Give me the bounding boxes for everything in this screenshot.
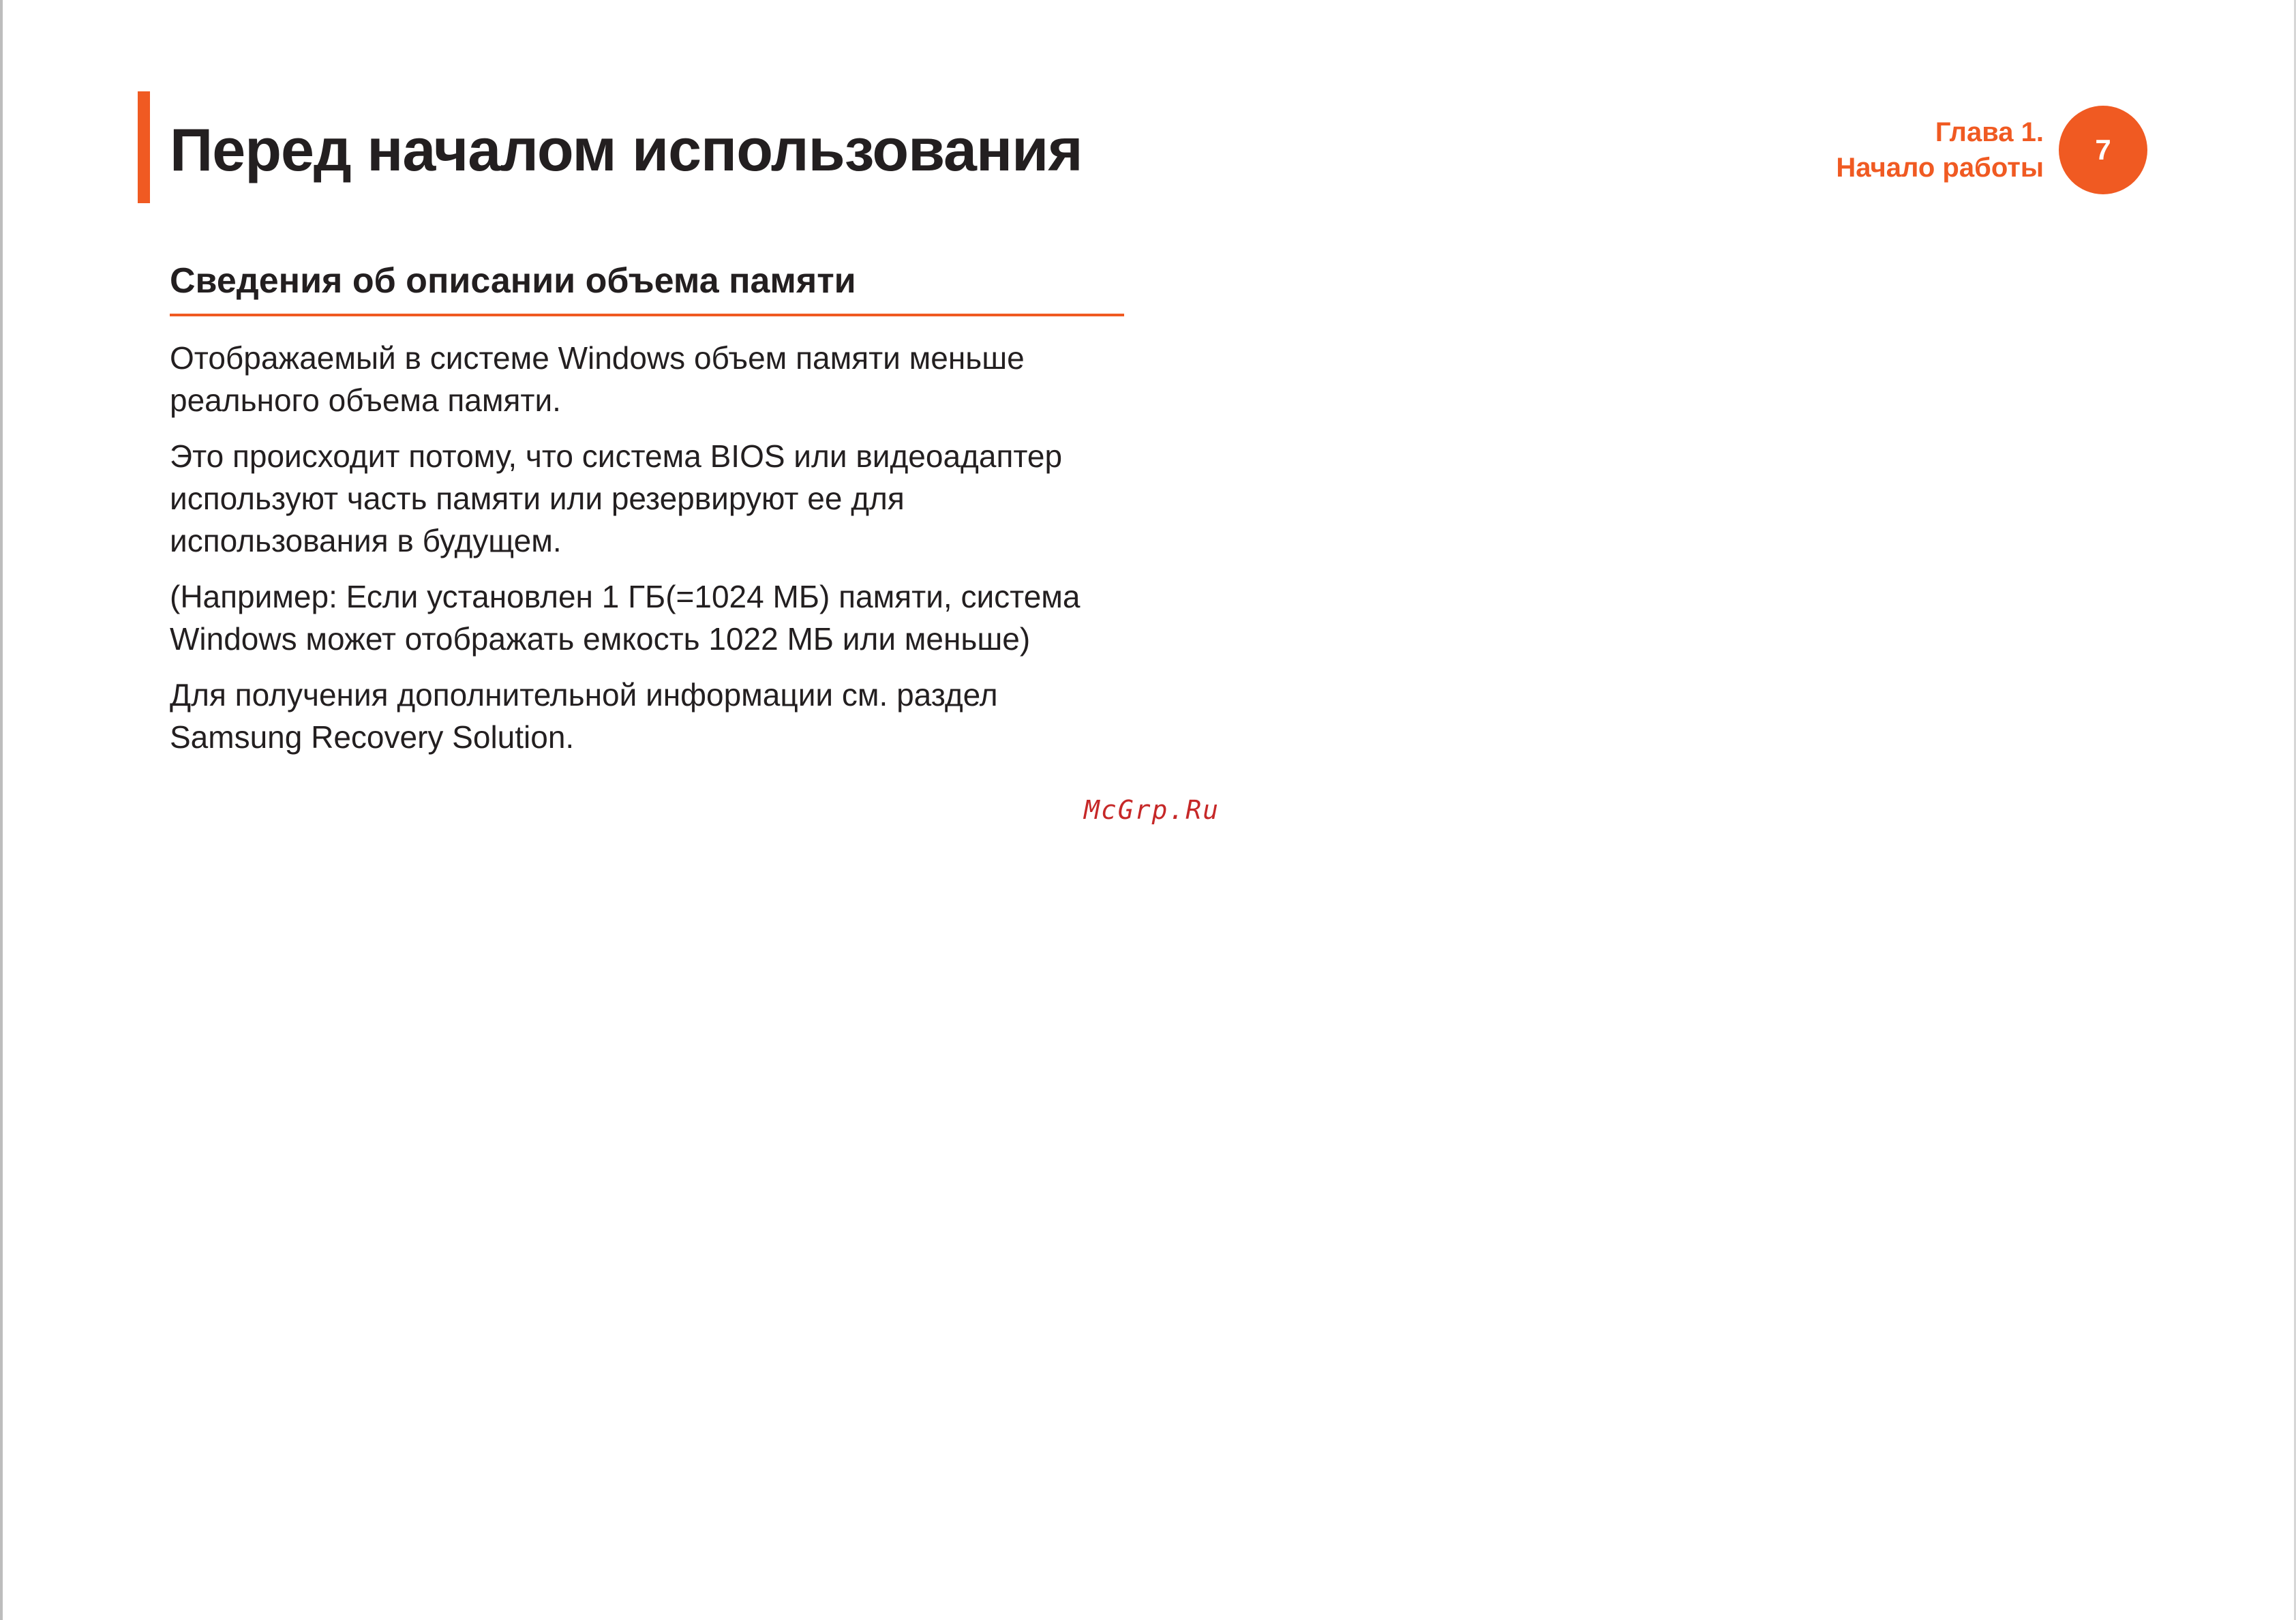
chapter-number: Глава 1. [1935,117,2044,147]
title-accent-bar [138,91,150,203]
chapter-title: Начало работы [1836,153,2044,183]
paragraph-1: Отображаемый в системе Windows объем памяти меньше реального объема памяти. [170,340,1025,418]
paragraph-3: (Например: Если установлен 1 ГБ(=1024 МБ) памяти, система Windows может отображать емкость 1022 МБ или меньше) [170,579,1081,657]
paragraph-2: Это происходит потому, что система BIOS или видеоадаптер используют часть памяти или резервируют ее для использования в будущем. [170,438,1063,558]
watermark-text: McGrp.Ru [1084,795,1220,825]
chapter-label [1836,115,2044,185]
memory-info-section [170,254,1124,758]
paragraph-4: Для получения дополнительной информации см. раздел Samsung Recovery Solution. [170,677,998,755]
page-title: Перед началом использования [170,116,1083,183]
section-heading: Сведения об описании объема памяти [170,254,1124,316]
page-border-left [0,0,3,1620]
page-number-badge: 7 [2059,106,2147,194]
